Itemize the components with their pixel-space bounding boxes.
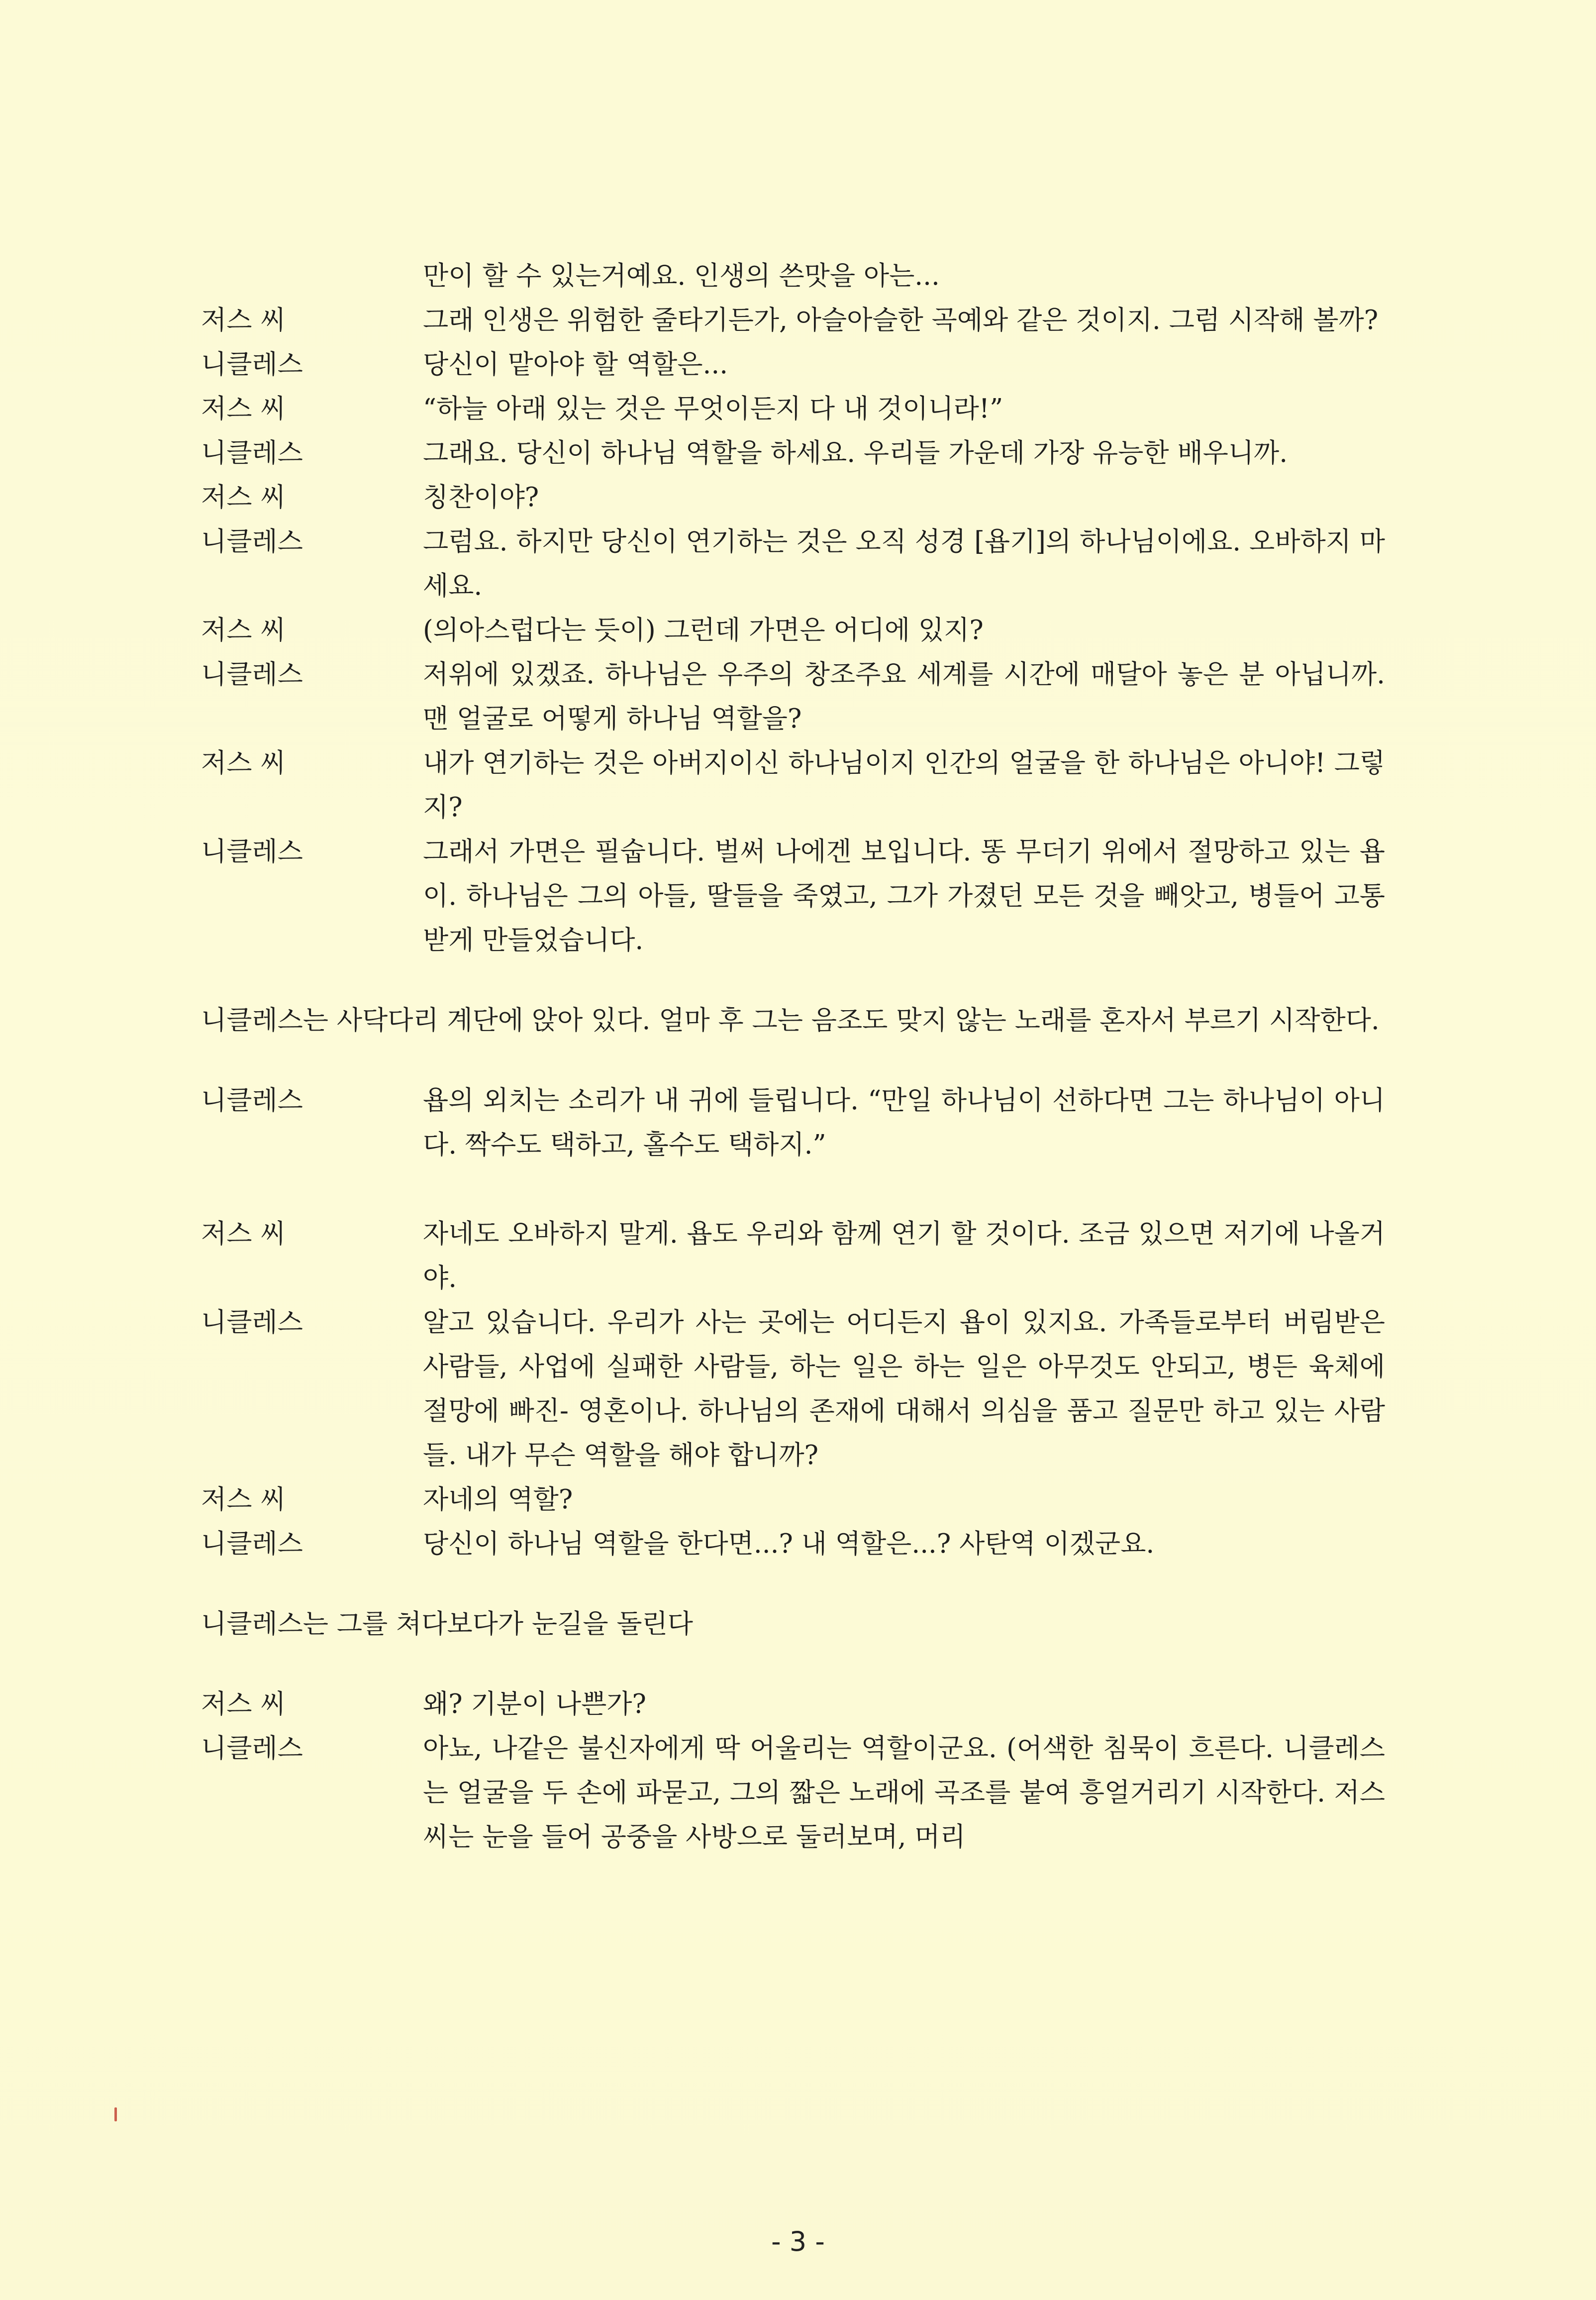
dialogue-line — [201, 1522, 1385, 1566]
speaker-name: 저스 씨 — [201, 482, 286, 513]
dialogue-line — [201, 1078, 1385, 1167]
dialogue-line — [201, 475, 1385, 520]
speaker-name: 니클레스 — [201, 1733, 303, 1764]
dialogue-text: 내가 연기하는 것은 아버지이신 하나님이지 인간의 얼굴을 한 하나님은 아니야! 그렇지? — [423, 748, 1385, 823]
dialogue-text: 자네도 오바하지 말게. 욥도 우리와 함께 연기 할 것이다. 조금 있으면 저기에 나올거야. — [423, 1219, 1385, 1293]
dialogue-line — [201, 652, 1385, 741]
dialogue-text: 왜? 기분이 나쁜가? — [423, 1689, 646, 1719]
page-number: - 3 - — [771, 2226, 825, 2257]
speaker-name: 니클레스 — [201, 1529, 303, 1559]
speaker-name: 저스 씨 — [201, 394, 286, 424]
dialogue-line — [201, 741, 1385, 830]
spacer — [201, 1646, 1385, 1682]
dialogue-text: 칭찬이야? — [423, 482, 539, 513]
speaker-name: 니클레스 — [201, 836, 303, 867]
spacer — [201, 1043, 1385, 1078]
spacer — [201, 1167, 1385, 1212]
speaker-name: 저스 씨 — [201, 1689, 286, 1719]
dialogue-line — [201, 298, 1385, 342]
speaker-name: 저스 씨 — [201, 1484, 286, 1515]
script-body — [201, 254, 1385, 1859]
stage-direction: 니클레스는 그를 쳐다보다가 눈길을 돌린다 — [201, 1609, 693, 1639]
speaker-name: 니클레스 — [201, 526, 303, 557]
dialogue-text: 당신이 맡아야 할 역할은... — [423, 349, 728, 380]
dialogue-text: 그래요. 당신이 하나님 역할을 하세요. 우리들 가운데 가장 유능한 배우니까. — [423, 438, 1288, 468]
dialogue-line — [201, 520, 1385, 608]
speaker-name: 니클레스 — [201, 1085, 303, 1116]
dialogue-text: 욥의 외치는 소리가 내 귀에 들립니다. “만일 하나님이 선하다면 그는 하나님이 아니다. 짝수도 택하고, 홀수도 택하지.” — [423, 1085, 1385, 1160]
dialogue-text: 저위에 있겠죠. 하나님은 우주의 창조주요 세계를 시간에 매달아 놓은 분 아닙니까. 맨 얼굴로 어떻게 하나님 역할을? — [423, 659, 1385, 734]
speaker-name: 니클레스 — [201, 438, 303, 468]
red-pen-mark — [114, 2107, 117, 2121]
stage-direction: 니클레스는 사닥다리 계단에 앉아 있다. 얼마 후 그는 음조도 맞지 않는 노래를 혼자서 부르기 시작한다. — [201, 1005, 1380, 1036]
speaker-name: 니클레스 — [201, 1307, 303, 1338]
dialogue-text: “하늘 아래 있는 것은 무엇이든지 다 내 것이니라!” — [423, 394, 1003, 424]
speaker-name: 저스 씨 — [201, 748, 286, 778]
spacer — [201, 1566, 1385, 1602]
dialogue-line — [201, 1682, 1385, 1726]
dialogue-line — [201, 1212, 1385, 1300]
dialogue-text: 아뇨, 나같은 불신자에게 딱 어울리는 역할이군요. (어색한 침묵이 흐른다. 니클레스는 얼굴을 두 손에 파묻고, 그의 짧은 노래에 곡조를 붙여 흥얼거리기 시작한다. 저스 씨는 눈을 들어 공중을 사방으로 둘러보며, 머리 — [423, 1733, 1385, 1852]
dialogue-line — [201, 1477, 1385, 1522]
dialogue-text: 그럼요. 하지만 당신이 연기하는 것은 오직 성경 [욥기]의 하나님이에요. 오바하지 마세요. — [423, 526, 1385, 601]
dialogue-continuation — [201, 254, 1385, 298]
dialogue-text: (의아스럽다는 듯이) 그런데 가면은 어디에 있지? — [423, 615, 984, 645]
dialogue-line — [201, 1726, 1385, 1859]
dialogue-text: 당신이 하나님 역할을 한다면...? 내 역할은...? 사탄역 이겠군요. — [423, 1529, 1155, 1559]
dialogue-line — [201, 1300, 1385, 1477]
dialogue-line — [201, 342, 1385, 387]
dialogue-line — [201, 387, 1385, 431]
speaker-name: 저스 씨 — [201, 1219, 286, 1249]
dialogue-text: 그래서 가면은 필숩니다. 벌써 나에겐 보입니다. 똥 무더기 위에서 절망하고 있는 욥이. 하나님은 그의 아들, 딸들을 죽였고, 그가 가졌던 모든 것을 빼앗고, 병들어 고통 받게 만들었습니다. — [423, 836, 1385, 955]
dialogue-line — [201, 431, 1385, 475]
speaker-name: 니클레스 — [201, 659, 303, 690]
dialogue-text: 만이 할 수 있는거예요. 인생의 쓴맛을 아는... — [423, 261, 940, 291]
dialogue-text: 알고 있습니다. 우리가 사는 곳에는 어디든지 욥이 있지요. 가족들로부터 버림받은 사람들, 사업에 실패한 사람들, 하는 일은 하는 일은 아무것도 안되고, 병든 육체에 절망에 빠진- 영혼이나. 하나님의 존재에 대해서 의심을 품고 질문만 하고 있는 사람들. 내가 무슨 역할을 해야 합니까? — [423, 1307, 1385, 1470]
dialogue-text: 자네의 역할? — [423, 1484, 573, 1515]
dialogue-line — [201, 608, 1385, 652]
speaker-name: 저스 씨 — [201, 305, 286, 335]
dialogue-text: 그래 인생은 위험한 줄타기든가, 아슬아슬한 곡예와 같은 것이지. 그럼 시작해 볼까? — [423, 305, 1379, 335]
speaker-name: 니클레스 — [201, 349, 303, 380]
dialogue-line — [201, 830, 1385, 962]
spacer — [201, 962, 1385, 998]
speaker-name: 저스 씨 — [201, 615, 286, 645]
